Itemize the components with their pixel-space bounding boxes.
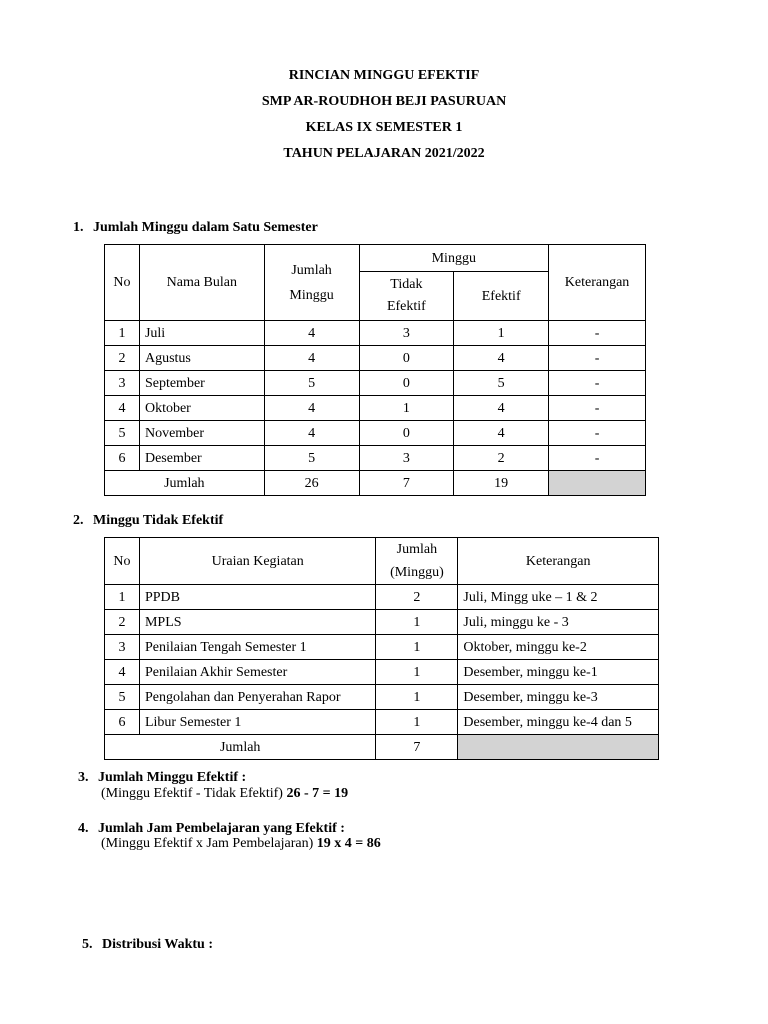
- doc-title-line3: KELAS IX SEMESTER 1: [305, 120, 463, 135]
- section3-heading: [78, 770, 246, 786]
- total-tidak-efektif: 7: [359, 471, 454, 496]
- table-minggu-tidak-efektif: [104, 537, 659, 760]
- cell-no: 1: [105, 321, 140, 346]
- section3-formula-result: 26 - 7 = 19: [286, 786, 349, 801]
- cell-tidak-efektif: 0: [359, 346, 454, 371]
- th-nama-bulan: Nama Bulan: [139, 245, 264, 321]
- cell-jumlah: 5: [264, 371, 359, 396]
- total-efektif: 19: [454, 471, 549, 496]
- cell-keterangan: -: [549, 321, 646, 346]
- cell-bulan: Agustus: [139, 346, 264, 371]
- cell-efektif: 4: [454, 396, 549, 421]
- cell-jumlah: 4: [264, 346, 359, 371]
- cell-efektif: 2: [454, 446, 549, 471]
- section5-number: 5.: [82, 937, 93, 952]
- th-tidak-efektif-line2: Efektif: [386, 299, 426, 314]
- cell-no: 3: [105, 371, 140, 396]
- cell-keterangan: Juli, minggu ke - 3: [458, 610, 659, 635]
- table-row: [105, 685, 659, 710]
- cell-no: 5: [105, 421, 140, 446]
- cell-efektif: 5: [454, 371, 549, 396]
- table-total-row: [105, 471, 646, 496]
- cell-tidak-efektif: 0: [359, 421, 454, 446]
- table-row: [105, 610, 659, 635]
- section5-heading: [82, 937, 213, 953]
- cell-uraian: Penilaian Tengah Semester 1: [139, 635, 375, 660]
- cell-efektif: 1: [454, 321, 549, 346]
- table-row: [105, 710, 659, 735]
- section1-heading: [73, 220, 318, 236]
- cell-keterangan: Desember, minggu ke-3: [458, 685, 659, 710]
- cell-keterangan: Juli, Mingg uke – 1 & 2: [458, 585, 659, 610]
- total-keterangan-shaded: [458, 735, 659, 760]
- doc-title-line1: RINCIAN MINGGU EFEKTIF: [288, 68, 480, 83]
- section4-heading: [78, 821, 345, 837]
- cell-uraian: Penilaian Akhir Semester: [139, 660, 375, 685]
- cell-bulan: September: [139, 371, 264, 396]
- cell-no: 4: [105, 396, 140, 421]
- section4-formula: [101, 836, 381, 852]
- cell-no: 6: [105, 446, 140, 471]
- doc-title-line2: SMP AR-ROUDHOH BEJI PASURUAN: [261, 94, 507, 109]
- section3-formula-text: (Minggu Efektif - Tidak Efektif): [101, 786, 287, 801]
- section4-number: 4.: [78, 821, 89, 836]
- cell-uraian: Libur Semester 1: [139, 710, 375, 735]
- section4-formula-text: (Minggu Efektif x Jam Pembelajaran): [101, 836, 317, 851]
- section5-title: Distribusi Waktu :: [102, 937, 213, 952]
- th-no: No: [105, 538, 140, 585]
- section1-title: Jumlah Minggu dalam Satu Semester: [93, 220, 318, 235]
- cell-no: 2: [105, 346, 140, 371]
- cell-keterangan: -: [549, 446, 646, 471]
- section1-number: 1.: [73, 220, 84, 235]
- cell-uraian: Pengolahan dan Penyerahan Rapor: [139, 685, 375, 710]
- total-jumlah: 7: [376, 735, 458, 760]
- total-label: Jumlah: [105, 735, 376, 760]
- section2-title: Minggu Tidak Efektif: [93, 513, 224, 528]
- cell-jumlah: 1: [376, 685, 458, 710]
- cell-jumlah: 1: [376, 660, 458, 685]
- section4-formula-result: 19 x 4 = 86: [316, 836, 381, 851]
- table-row: [105, 396, 646, 421]
- table-row: [105, 371, 646, 396]
- table-row: [105, 321, 646, 346]
- cell-no: 2: [105, 610, 140, 635]
- cell-bulan: Juli: [139, 321, 264, 346]
- table-row: [105, 421, 646, 446]
- th-keterangan: Keterangan: [549, 245, 646, 321]
- th-tidak-efektif-line1: Tidak: [390, 277, 423, 292]
- cell-keterangan: -: [549, 396, 646, 421]
- cell-bulan: Desember: [139, 446, 264, 471]
- th-jumlah-line2: (Minggu): [390, 565, 444, 580]
- cell-bulan: November: [139, 421, 264, 446]
- table-total-row: [105, 735, 659, 760]
- th-minggu: Minggu: [359, 245, 549, 272]
- cell-no: 1: [105, 585, 140, 610]
- cell-jumlah: 1: [376, 610, 458, 635]
- cell-tidak-efektif: 1: [359, 396, 454, 421]
- section4-title: Jumlah Jam Pembelajaran yang Efektif :: [98, 821, 345, 836]
- th-jumlah-minggu: [376, 538, 458, 585]
- cell-jumlah: 1: [376, 710, 458, 735]
- cell-tidak-efektif: 0: [359, 371, 454, 396]
- table-row: [105, 346, 646, 371]
- cell-jumlah: 4: [264, 321, 359, 346]
- th-jumlah-minggu-line1: Jumlah: [291, 262, 332, 278]
- table-minggu-semester: [104, 244, 646, 496]
- th-tidak-efektif: [359, 272, 454, 321]
- section3-formula: [101, 786, 348, 802]
- section3-title: Jumlah Minggu Efektif :: [98, 770, 247, 785]
- section3-number: 3.: [78, 770, 89, 785]
- doc-title-line4: TAHUN PELAJARAN 2021/2022: [283, 146, 485, 161]
- cell-efektif: 4: [454, 346, 549, 371]
- table-row: [105, 585, 659, 610]
- total-keterangan-shaded: [549, 471, 646, 496]
- table-row: [105, 635, 659, 660]
- cell-uraian: PPDB: [139, 585, 375, 610]
- cell-keterangan: Desember, minggu ke-4 dan 5: [458, 710, 659, 735]
- th-efektif: Efektif: [454, 272, 549, 321]
- cell-jumlah: 4: [264, 396, 359, 421]
- total-jumlah: 26: [264, 471, 359, 496]
- cell-jumlah: 5: [264, 446, 359, 471]
- cell-tidak-efektif: 3: [359, 321, 454, 346]
- th-uraian: Uraian Kegiatan: [139, 538, 375, 585]
- cell-tidak-efektif: 3: [359, 446, 454, 471]
- cell-no: 5: [105, 685, 140, 710]
- cell-keterangan: -: [549, 371, 646, 396]
- total-label: Jumlah: [105, 471, 265, 496]
- cell-no: 3: [105, 635, 140, 660]
- table-row: [105, 446, 646, 471]
- cell-uraian: MPLS: [139, 610, 375, 635]
- cell-no: 6: [105, 710, 140, 735]
- table-row: [105, 660, 659, 685]
- cell-keterangan: Desember, minggu ke-1: [458, 660, 659, 685]
- cell-keterangan: Oktober, minggu ke-2: [458, 635, 659, 660]
- cell-jumlah: 4: [264, 421, 359, 446]
- cell-bulan: Oktober: [139, 396, 264, 421]
- cell-no: 4: [105, 660, 140, 685]
- th-jumlah-line1: Jumlah: [396, 542, 438, 557]
- th-jumlah-minggu: [264, 245, 359, 321]
- cell-jumlah: 1: [376, 635, 458, 660]
- cell-keterangan: -: [549, 346, 646, 371]
- th-jumlah-minggu-line2: Minggu: [289, 287, 334, 303]
- th-keterangan: Keterangan: [458, 538, 659, 585]
- cell-efektif: 4: [454, 421, 549, 446]
- cell-keterangan: -: [549, 421, 646, 446]
- section2-number: 2.: [73, 513, 84, 528]
- cell-jumlah: 2: [376, 585, 458, 610]
- section2-heading: [73, 513, 223, 529]
- th-no: No: [105, 245, 140, 321]
